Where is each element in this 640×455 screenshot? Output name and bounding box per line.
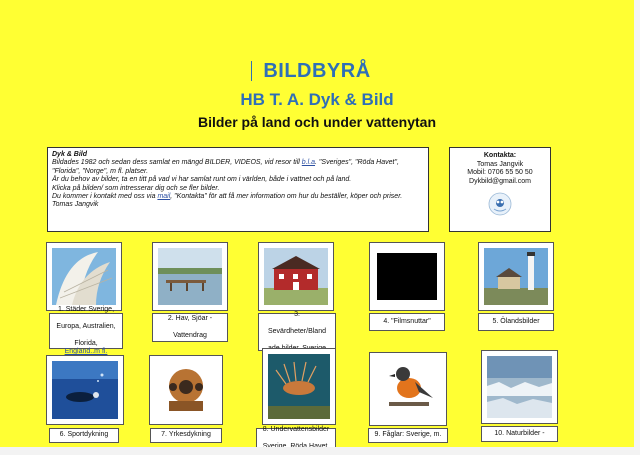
mail-link[interactable]: mail — [157, 193, 171, 201]
caption-oland[interactable] — [478, 313, 554, 331]
company-name: HB T. A. Dyk & Bild — [240, 90, 394, 109]
diving-helmet-image — [155, 361, 217, 419]
red-house-image — [264, 248, 328, 305]
thumb-sport-diving[interactable] — [46, 355, 124, 425]
lighthouse-image — [484, 248, 548, 305]
caption-text: 10. Naturbilder - — [494, 429, 545, 437]
diver-image — [52, 361, 118, 419]
thumb-sights[interactable] — [258, 242, 334, 311]
thumb-film-clips[interactable] — [369, 242, 445, 311]
caption-link[interactable]: England..m fl. — [64, 348, 108, 355]
caption-text: 1. Städer Sverige, — [57, 305, 115, 313]
caption-cities[interactable] — [49, 305, 123, 355]
contact-box[interactable] — [449, 147, 551, 232]
contact-name: Tomas Jangvik — [476, 160, 524, 168]
ice-landscape-image — [487, 356, 552, 418]
pier-image — [158, 248, 222, 305]
caption-text: 5. Ölandsbilder — [492, 317, 540, 325]
film-clip-image — [375, 248, 439, 305]
intro-signature: Tomas Jangvik — [52, 201, 99, 209]
caption-nature[interactable] — [481, 426, 558, 442]
intro-line-5 — [52, 193, 424, 201]
intro-text: Du kommer i kontakt med oss via — [52, 193, 158, 201]
intro-text: , "Kontakta" för att få mer information om hur du beställer, köper och priser. — [170, 193, 403, 201]
intro-line-3: Är du behov av bilder, ta en titt på vad vi har samlat runt om i världen, både i vattnet och på land. — [52, 176, 352, 184]
intro-text: . "Sveriges", "Röda Havet", — [315, 159, 399, 167]
caption-text: Europa, Australien, — [56, 322, 116, 330]
contact-heading: Kontakta: — [483, 152, 517, 159]
lionfish-image — [268, 354, 330, 419]
intro-line-1 — [52, 159, 424, 167]
caption-sport-diving[interactable] — [49, 428, 119, 443]
caption-underwater[interactable] — [256, 425, 336, 449]
intro-text: Bildades 1982 och sedan dess samlat en mängd BILDER, VIDEOS, vid resor till — [52, 159, 302, 167]
caption-text: Vattendrag — [173, 331, 207, 339]
intro-line-4: Klicka på bilden/ som intresserar dig och se fler bilder. — [52, 184, 220, 192]
caption-text: 3. — [294, 310, 300, 318]
page-title: BILDBYRÅ — [263, 60, 371, 82]
caption-pro-diving[interactable] — [150, 428, 222, 443]
viewer-background — [0, 447, 640, 455]
viewer-background — [634, 0, 640, 455]
caption-film-clips[interactable] — [369, 313, 445, 331]
contact-mobile: Mobil: 0706 55 50 50 — [467, 169, 533, 176]
thumb-oland[interactable] — [478, 242, 554, 311]
bird-image — [375, 358, 441, 420]
intro-box — [47, 147, 429, 232]
caption-text: 8. Undervattensbilder — [262, 425, 330, 433]
contact-email[interactable]: Dykbild@gmail.com — [469, 177, 531, 185]
caption-text: 6. Sportdykning — [59, 431, 109, 439]
intro-heading: Dyk & Bild — [52, 151, 88, 158]
caption-text: Florida, — [74, 339, 98, 347]
caption-text: 7. Yrkesdykning — [161, 431, 211, 439]
caption-text: 4. "Filmsnuttar" — [383, 317, 431, 325]
tagline: Bilder på land och under vattenytan — [197, 114, 437, 130]
caption-text: Sevärdheter/Bland — [268, 327, 326, 335]
opera-house-image — [52, 248, 116, 305]
caption-birds[interactable] — [368, 428, 448, 443]
caption-sights[interactable] — [258, 310, 336, 351]
intro-text: b.l.a — [301, 159, 316, 167]
caption-sea-lakes[interactable] — [152, 313, 228, 342]
diver-logo-icon[interactable] — [488, 192, 512, 216]
thumb-pro-diving[interactable] — [149, 355, 223, 425]
thumb-sea-lakes[interactable] — [152, 242, 228, 311]
thumb-nature[interactable] — [481, 350, 558, 424]
caption-text: 9. Fåglar: Sverige, m. — [374, 431, 442, 439]
thumb-birds[interactable] — [369, 352, 447, 426]
caption-text: 2. Hav, Sjöar - — [167, 314, 213, 322]
thumb-underwater[interactable] — [262, 348, 336, 425]
thumb-cities[interactable] — [46, 242, 122, 311]
intro-line-2: "Florida", "Norge", m fl. platser. — [52, 167, 149, 175]
